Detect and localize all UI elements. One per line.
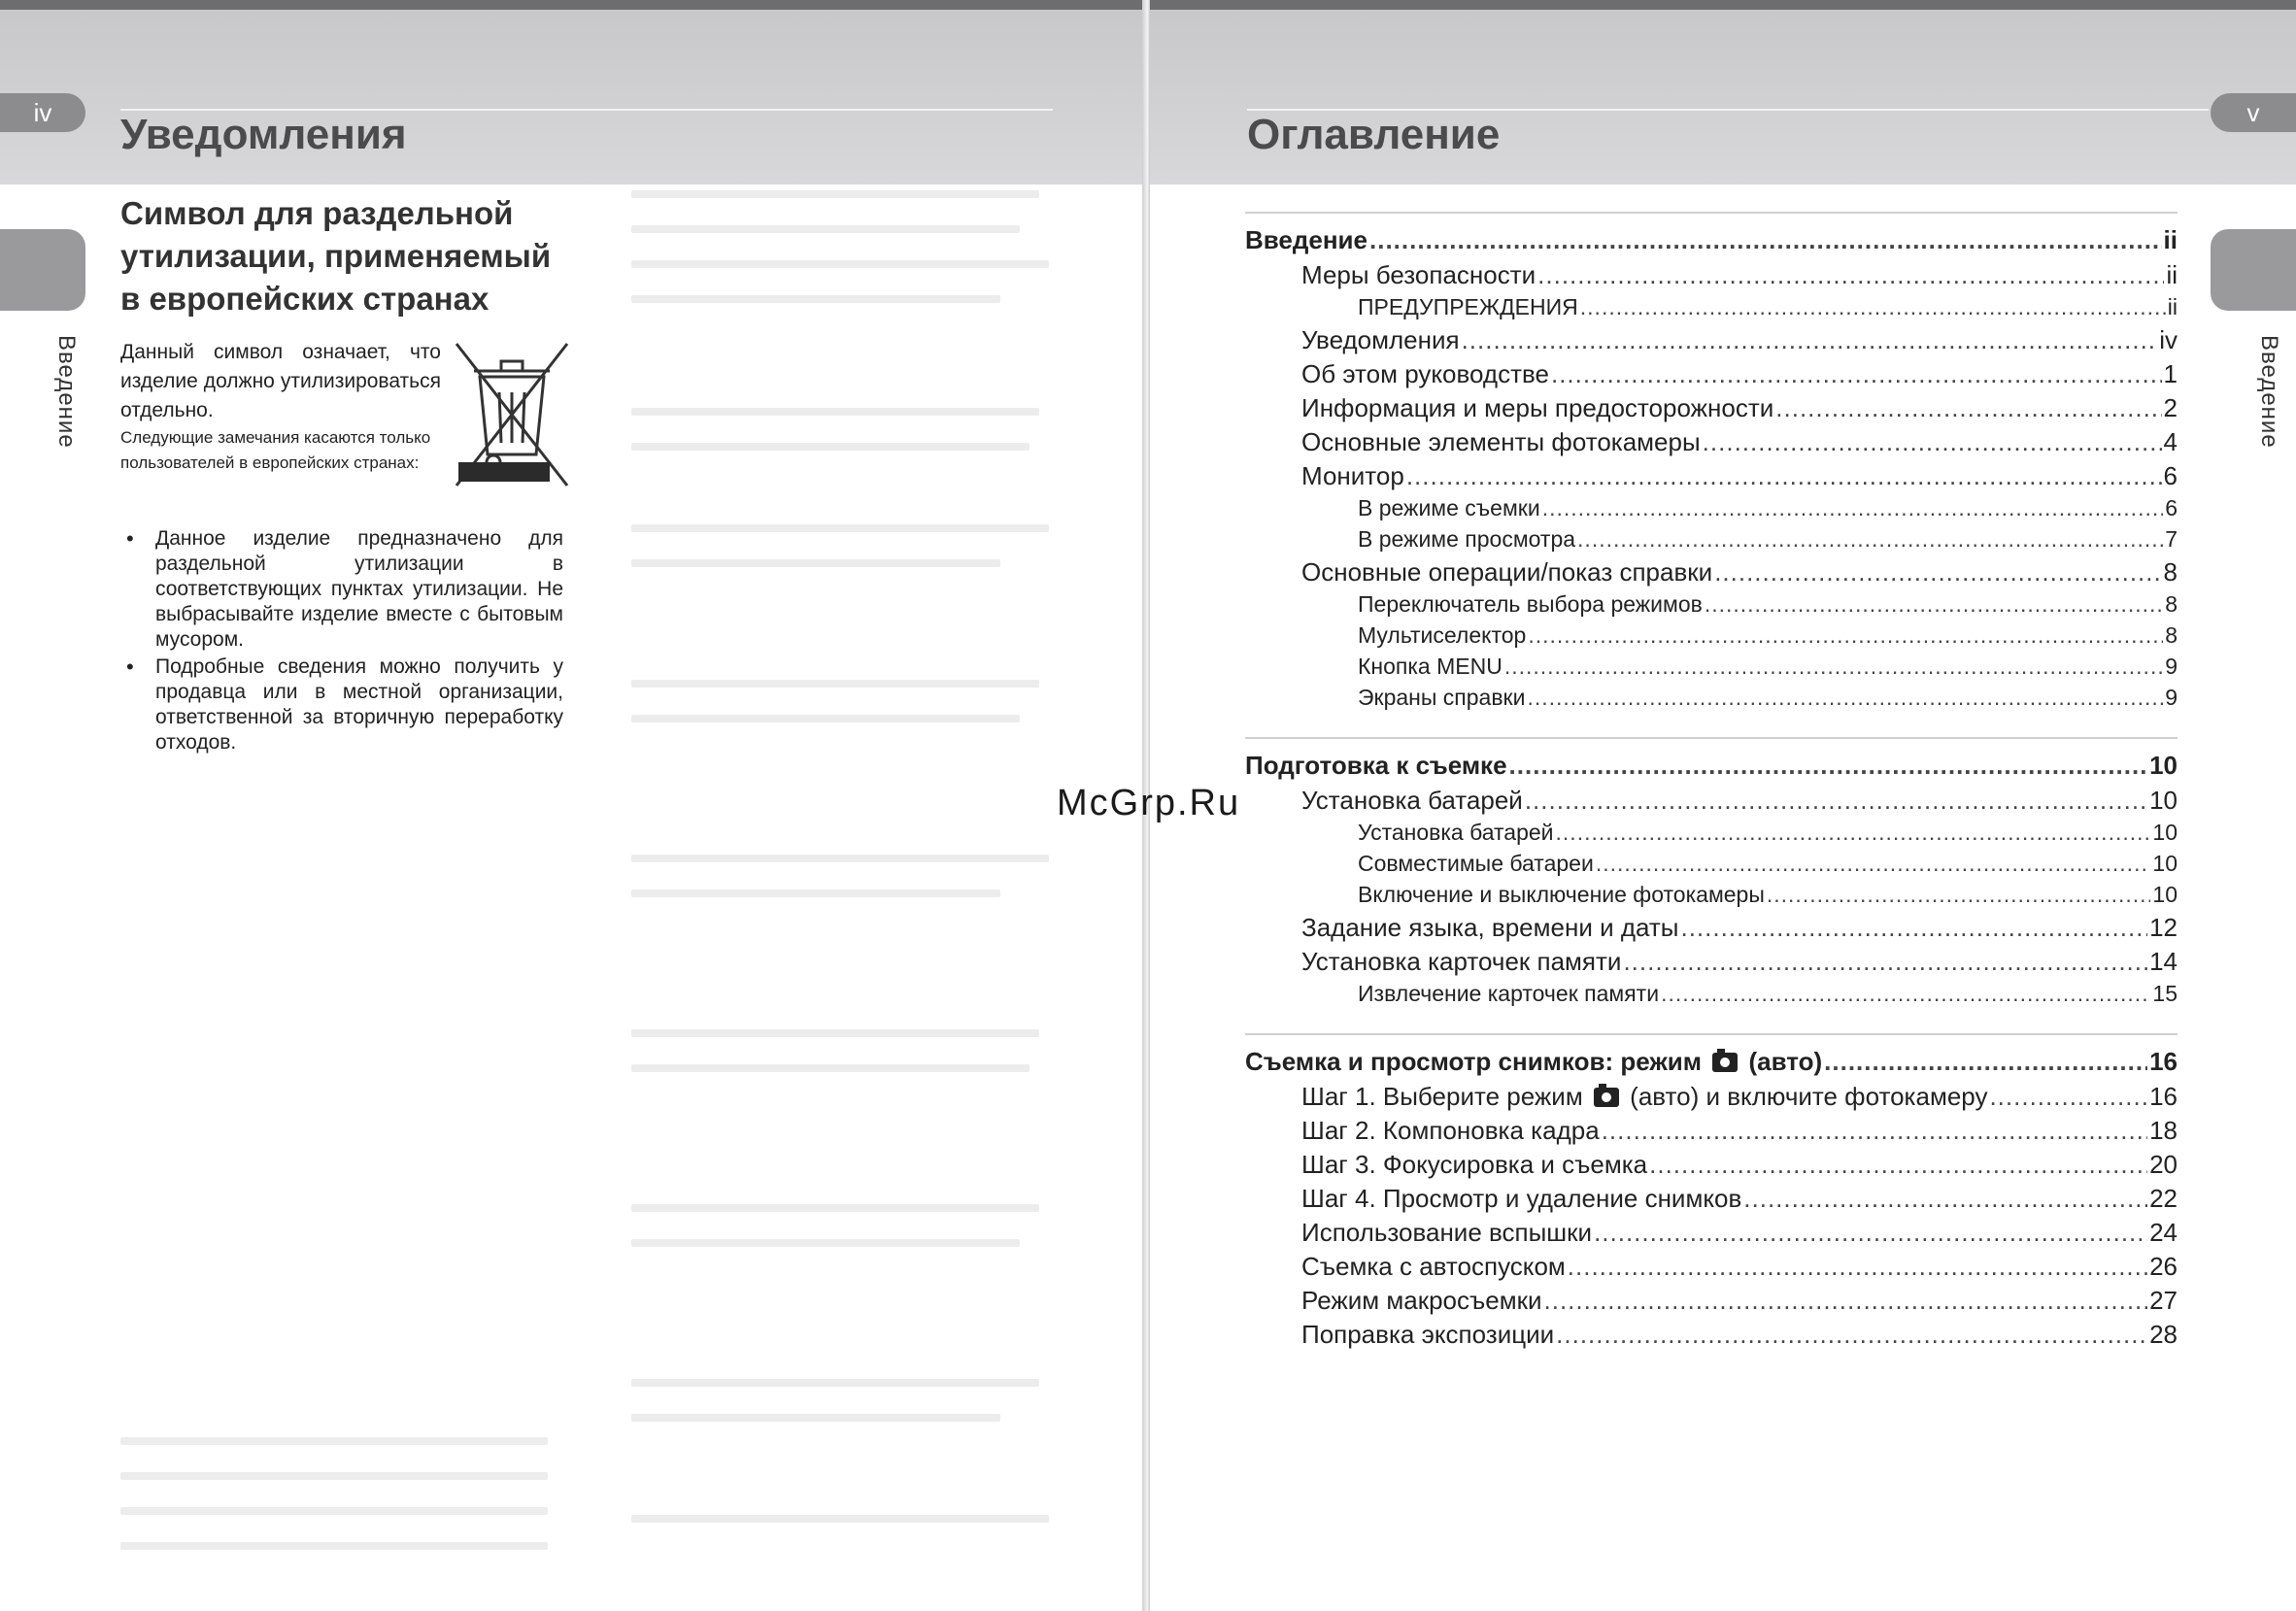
toc-title: Извлечение карточек памяти bbox=[1358, 981, 1660, 1006]
toc-leader bbox=[1369, 225, 2162, 255]
toc-leader bbox=[1544, 1286, 2148, 1316]
toc-leader bbox=[1556, 820, 2151, 846]
symbol-description: Данный символ означает, что изделие должно утилизироваться отдельно. bbox=[120, 341, 441, 421]
table-of-contents bbox=[1245, 212, 2178, 1354]
toc-leader bbox=[1594, 1218, 2147, 1248]
toc-section-divider bbox=[1245, 1012, 2178, 1035]
toc-page: ii bbox=[2167, 294, 2178, 319]
page-title: Уведомления bbox=[120, 111, 407, 158]
toc-leader bbox=[1527, 685, 2163, 711]
toc-title: Монитор bbox=[1301, 461, 1404, 490]
notice-heading: Символ для раздельной утилизации, применяемый в европейских странах bbox=[120, 195, 552, 317]
toc-page: 20 bbox=[2149, 1150, 2178, 1179]
toc-leader bbox=[1504, 654, 2163, 680]
toc-entry[interactable] bbox=[1245, 557, 2178, 591]
toc-page: 16 bbox=[2149, 1047, 2178, 1076]
toc-leader bbox=[1525, 786, 2147, 816]
toc-page: 6 bbox=[2163, 461, 2178, 490]
toc-entry[interactable] bbox=[1245, 359, 2178, 393]
toc-page: ii bbox=[2163, 225, 2178, 254]
toc-page: 9 bbox=[2165, 685, 2178, 710]
toc-title: Совместимые батареи bbox=[1358, 851, 1594, 876]
page-number: v bbox=[2211, 93, 2296, 132]
toc-page: iv bbox=[2159, 325, 2178, 354]
toc-leader bbox=[1989, 1082, 2147, 1112]
toc-page: ii bbox=[2166, 260, 2178, 289]
toc-page: 18 bbox=[2149, 1116, 2178, 1145]
toc-section-divider bbox=[1245, 716, 2178, 739]
toc-title: Введение bbox=[1245, 225, 1367, 254]
list-item: • Подробные сведения можно получить у продавца или в местной организации, ответственной за вторичную переработку отходов. bbox=[120, 654, 563, 755]
bin-bar bbox=[458, 462, 550, 482]
toc-page: 27 bbox=[2149, 1286, 2178, 1315]
toc-page: 16 bbox=[2149, 1082, 2178, 1111]
toc-page: 10 bbox=[2152, 820, 2178, 845]
toc-title: Установка карточек памяти bbox=[1301, 947, 1622, 976]
top-edge bbox=[1150, 0, 2296, 10]
toc-page: 8 bbox=[2163, 557, 2178, 587]
toc-title: Экраны справки bbox=[1358, 685, 1526, 710]
disposal-notice bbox=[120, 192, 567, 757]
toc-title: Включение и выключение фотокамеры bbox=[1358, 882, 1765, 907]
toc-entry[interactable] bbox=[1245, 591, 2178, 622]
toc-leader bbox=[1509, 751, 2148, 781]
symbol-block bbox=[120, 338, 567, 511]
toc-entry[interactable] bbox=[1245, 225, 2178, 260]
toc-entry[interactable] bbox=[1245, 1320, 2178, 1354]
toc-leader bbox=[1649, 1150, 2147, 1180]
toc-entry[interactable] bbox=[1245, 260, 2178, 294]
toc-title: Поправка экспозиции bbox=[1301, 1320, 1555, 1349]
toc-entry[interactable] bbox=[1245, 461, 2178, 495]
toc-entry[interactable] bbox=[1245, 294, 2178, 325]
toc-title: Съемка с автоспуском bbox=[1301, 1252, 1566, 1281]
crossed-bin-icon bbox=[451, 338, 573, 513]
toc-entry[interactable] bbox=[1245, 325, 2178, 359]
toc-entry[interactable] bbox=[1245, 427, 2178, 461]
toc-entry[interactable] bbox=[1245, 622, 2178, 654]
toc-leader bbox=[1577, 526, 2163, 553]
toc-title: Основные операции/показ справки bbox=[1301, 557, 1713, 587]
toc-leader bbox=[1551, 359, 2162, 389]
page-title: Оглавление bbox=[1247, 111, 1501, 158]
toc-page: 28 bbox=[2149, 1320, 2178, 1349]
toc-entry[interactable] bbox=[1245, 1116, 2178, 1150]
toc-entry[interactable] bbox=[1245, 882, 2178, 913]
toc-page: 22 bbox=[2149, 1184, 2178, 1213]
section-label: Введение bbox=[2256, 335, 2282, 449]
toc-page: 6 bbox=[2165, 495, 2178, 520]
toc-title: Использование вспышки bbox=[1301, 1218, 1593, 1247]
toc-title: В режиме съемки bbox=[1358, 495, 1540, 520]
toc-page: 8 bbox=[2165, 591, 2178, 617]
toc-leader bbox=[1767, 882, 2151, 908]
toc-page: 7 bbox=[2165, 526, 2178, 552]
toc-title: Уведомления bbox=[1301, 325, 1460, 354]
toc-title: Основные элементы фотокамеры bbox=[1301, 427, 1701, 456]
camera-icon bbox=[1594, 1088, 1619, 1107]
toc-title: Установка батарей bbox=[1358, 820, 1554, 845]
toc-rule bbox=[1245, 212, 2178, 214]
toc-leader bbox=[1824, 1047, 2147, 1077]
section-label: Введение bbox=[53, 335, 80, 449]
toc-page: 15 bbox=[2152, 981, 2178, 1006]
toc-leader bbox=[1703, 427, 2162, 457]
toc-entry[interactable] bbox=[1245, 1047, 2178, 1082]
toc-page: 4 bbox=[2163, 427, 2178, 456]
toc-leader bbox=[1568, 1252, 2147, 1282]
toc-entry[interactable] bbox=[1245, 654, 2178, 685]
toc-page: 26 bbox=[2149, 1252, 2178, 1281]
toc-title: Шаг 3. Фокусировка и съемка bbox=[1301, 1150, 1648, 1179]
toc-entry[interactable] bbox=[1245, 913, 2178, 947]
toc-page: 10 bbox=[2149, 751, 2178, 780]
toc-entry[interactable] bbox=[1245, 1286, 2178, 1320]
toc-entry[interactable] bbox=[1245, 851, 2178, 882]
toc-leader bbox=[1623, 947, 2147, 977]
toc-page: 8 bbox=[2165, 622, 2178, 648]
section-tab bbox=[2211, 229, 2296, 311]
toc-leader bbox=[1537, 260, 2164, 290]
toc-title: Съемка и просмотр снимков: режим (авто) bbox=[1245, 1047, 1823, 1076]
toc-leader bbox=[1705, 591, 2163, 618]
toc-entry[interactable] bbox=[1245, 526, 2178, 557]
camera-icon bbox=[1712, 1053, 1738, 1072]
toc-page: 14 bbox=[2149, 947, 2178, 976]
toc-leader bbox=[1528, 622, 2163, 649]
toc-title: Мультиселектор bbox=[1358, 622, 1527, 648]
toc-entry[interactable] bbox=[1245, 1150, 2178, 1184]
toc-entry[interactable] bbox=[1245, 751, 2178, 786]
left-page bbox=[0, 0, 1146, 1611]
toc-leader bbox=[1680, 913, 2147, 943]
toc-leader bbox=[1743, 1184, 2147, 1214]
toc-title: Режим макросъемки bbox=[1301, 1286, 1542, 1315]
toc-title: Шаг 1. Выберите режим (авто) и включите фотокамеру bbox=[1301, 1082, 1988, 1111]
toc-title: Шаг 4. Просмотр и удаление снимков bbox=[1301, 1184, 1742, 1213]
toc-page: 10 bbox=[2149, 786, 2178, 815]
toc-leader bbox=[1661, 981, 2150, 1007]
page-number: iv bbox=[0, 93, 85, 132]
toc-entry[interactable] bbox=[1245, 947, 2178, 981]
toc-title: В режиме просмотра bbox=[1358, 526, 1576, 552]
toc-entry[interactable] bbox=[1245, 393, 2178, 427]
toc-entry[interactable] bbox=[1245, 1082, 2178, 1116]
toc-page: 1 bbox=[2163, 359, 2178, 388]
toc-title: Кнопка MENU bbox=[1358, 654, 1503, 679]
list-item: • Данное изделие предназначено для раздельной утилизации в соответствующих пунктах утилизации. Не выбрасывайте изделие вместе с бытовым мусором. bbox=[120, 526, 563, 653]
toc-title: Подготовка к съемке bbox=[1245, 751, 1507, 780]
toc-title: Шаг 2. Компоновка кадра bbox=[1301, 1116, 1600, 1145]
toc-title: Об этом руководстве bbox=[1301, 359, 1549, 388]
toc-leader bbox=[1542, 495, 2164, 521]
right-page bbox=[1150, 0, 2296, 1611]
notice-bullets bbox=[120, 526, 563, 755]
toc-title: ПРЕДУПРЕЖДЕНИЯ bbox=[1358, 294, 1578, 319]
toc-entry[interactable] bbox=[1245, 1252, 2178, 1286]
toc-leader bbox=[1714, 557, 2161, 587]
toc-title: Меры безопасности bbox=[1301, 260, 1536, 289]
toc-entry[interactable] bbox=[1245, 981, 2178, 1012]
toc-entry[interactable] bbox=[1245, 495, 2178, 526]
symbol-note: Следующие замечания касаются только пользователей в европейских странах: bbox=[120, 428, 431, 472]
toc-leader bbox=[1602, 1116, 2147, 1146]
toc-title: Задание языка, времени и даты bbox=[1301, 913, 1679, 942]
toc-page: 9 bbox=[2165, 654, 2178, 679]
watermark: McGrp.Ru bbox=[1057, 783, 1241, 823]
toc-title: Установка батарей bbox=[1301, 786, 1523, 815]
toc-page: 24 bbox=[2149, 1218, 2178, 1247]
toc-leader bbox=[1596, 851, 2151, 877]
top-edge bbox=[0, 0, 1146, 10]
toc-leader bbox=[1462, 325, 2158, 355]
toc-entry[interactable] bbox=[1245, 685, 2178, 716]
section-tab bbox=[0, 229, 85, 311]
toc-leader bbox=[1580, 294, 2166, 320]
toc-title: Информация и меры предосторожности bbox=[1301, 393, 1774, 422]
toc-page: 10 bbox=[2152, 851, 2178, 876]
toc-page: 2 bbox=[2163, 393, 2178, 422]
toc-page: 10 bbox=[2152, 882, 2178, 907]
toc-entry[interactable] bbox=[1245, 786, 2178, 820]
toc-page: 12 bbox=[2149, 913, 2178, 942]
toc-entry[interactable] bbox=[1245, 1184, 2178, 1218]
toc-entry[interactable] bbox=[1245, 820, 2178, 851]
toc-leader bbox=[1406, 461, 2162, 491]
toc-leader bbox=[1775, 393, 2161, 423]
toc-leader bbox=[1556, 1320, 2147, 1350]
toc-title: Переключатель выбора режимов bbox=[1358, 591, 1703, 617]
toc-entry[interactable] bbox=[1245, 1218, 2178, 1252]
